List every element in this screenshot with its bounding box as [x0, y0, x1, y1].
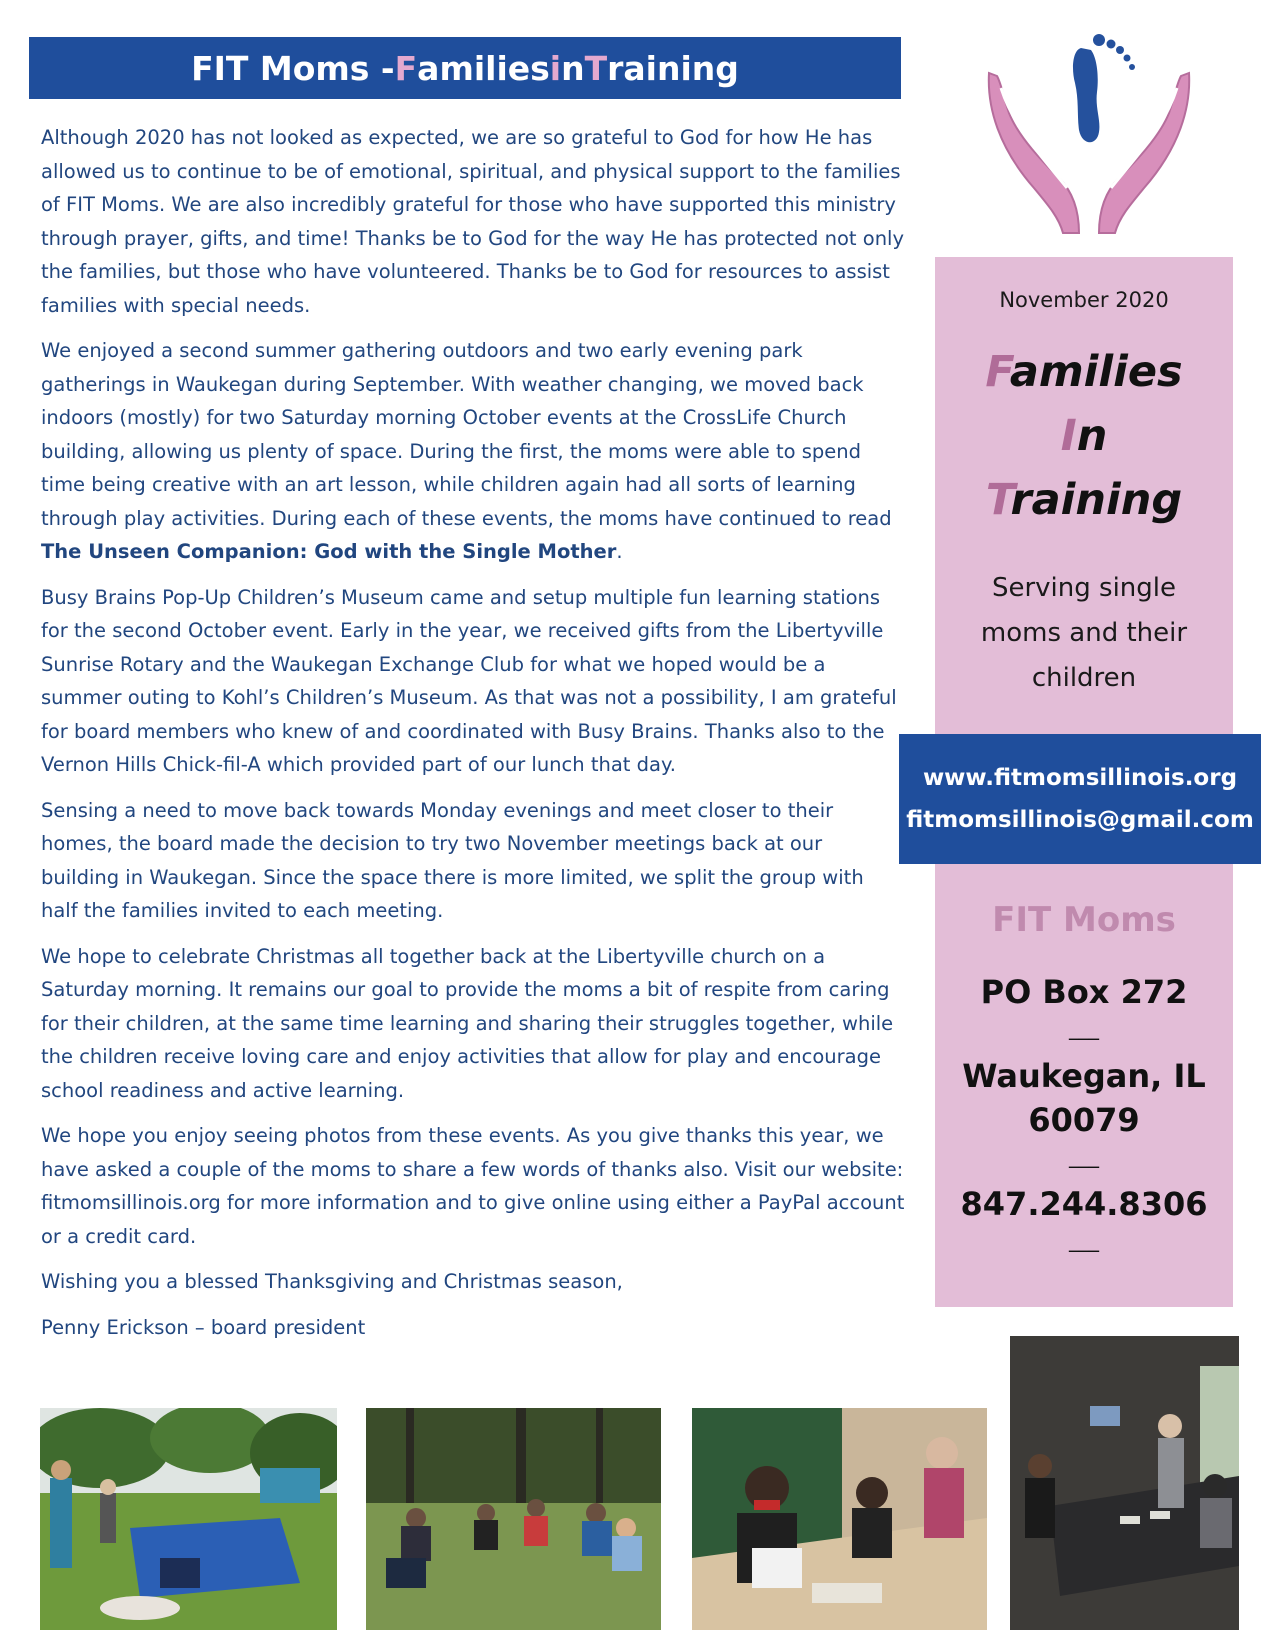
separator-3: ___ — [1069, 1228, 1099, 1252]
paragraph-5: We hope to celebrate Christmas all together back at the Libertyville church on a Saturday morning. It remains our goal to provide the moms a bit of respite from caring for their children, at the same time learning and sharing their struggles together, while the children receive loving care and enjoy activities that allow for play and encourage school readiness and active learning. — [41, 944, 894, 1102]
sidebar-title — [935, 340, 1233, 532]
phone-number: 847.244.8306 — [960, 1185, 1208, 1223]
photo-park-circle — [366, 1408, 661, 1630]
paragraph-3: Busy Brains Pop-Up Children’s Museum came and setup multiple fun learning stations for the second October event. Early in the year, we received gifts from the Libertyville Sunrise Rotary and the Waukegan Exchange Club for what we hoped would be a summer outing to Kohl’s Children’s Museum. As that was not a possibility, I am grateful for board members who knew of and coordinated with Busy Brains. Thanks also to the Vernon Hills Chick-fil-A which provided part of our lunch that day. — [41, 585, 897, 776]
contact-box — [899, 734, 1261, 864]
po-box: PO Box 272 — [980, 973, 1188, 1011]
signature-line: Penny Erickson – board president — [41, 1315, 366, 1339]
title-amilies: amilies — [417, 48, 550, 88]
email-link[interactable]: fitmomsillinois@gmail.com — [906, 807, 1254, 833]
title-initial-f: F — [394, 48, 418, 88]
website-link[interactable]: www.fitmomsillinois.org — [922, 765, 1238, 791]
photo-art-lesson — [692, 1408, 987, 1630]
book-title: The Unseen Companion: God with the Single Mother — [41, 540, 617, 563]
sidebar-word-amilies: amilies — [1009, 347, 1183, 397]
paragraph-2-end: . — [616, 540, 623, 563]
photo-park-picnic — [40, 1408, 337, 1630]
title-initial-t: T — [584, 48, 608, 88]
paragraph-6: We hope you enjoy seeing photos from these events. As you give thanks this year, we have asked a couple of the moms to share a few words of thanks also. Visit our website: fitmomsillinois.org for more information and to give online using either a PayPal account or a credit card. — [41, 1124, 905, 1248]
mission-line-1: Serving single — [991, 573, 1177, 603]
hands-foot-logo-icon — [979, 28, 1199, 240]
sidebar-word-raining: raining — [1010, 475, 1183, 525]
org-name: FIT Moms — [992, 900, 1176, 940]
title-n: n — [561, 48, 585, 88]
page-title-banner — [29, 37, 901, 99]
letter-body — [41, 121, 906, 1356]
paragraph-2-start: We enjoyed a second summer gathering outdoors and two early evening park gatherings in Waukegan during September. With weather changing, we moved back indoors (mostly) for two Saturday morning October events at the CrossLife Church building, allowing us plenty of space. During the first, the moms were able to spend time being creative with an art lesson, while children again had all sorts of learning through play activities. During each of these events, the moms have continued to read — [41, 339, 892, 530]
mailing-address — [935, 970, 1233, 1254]
mission-statement — [955, 566, 1213, 701]
separator-2: ___ — [1069, 1144, 1099, 1168]
mission-line-3: children — [1031, 663, 1137, 693]
separator-1: ___ — [1069, 1016, 1099, 1040]
title-part1: FIT Moms - — [191, 48, 395, 88]
sidebar-initial-i: I — [1060, 411, 1077, 461]
issue-date: November 2020 — [999, 288, 1169, 312]
mission-line-2: moms and their — [980, 618, 1188, 648]
zip-code: 60079 — [1028, 1101, 1140, 1139]
paragraph-2 — [41, 334, 906, 569]
paragraph-1: Although 2020 has not looked as expected, we are so grateful to God for how He has allowed us to continue to be of emotional, spiritual, and physical support to the families of FIT Moms. We are also incredibly grateful for those who have supported this ministry through prayer, gifts, and time! Thanks be to God for the way He has protected not only the families, but those who have volunteered. Thanks be to God for resources to assist families with special needs. — [41, 126, 905, 317]
closing-line: Wishing you a blessed Thanksgiving and Christmas season, — [41, 1270, 623, 1293]
sidebar-word-n: n — [1076, 411, 1108, 461]
city-state: Waukegan, IL — [962, 1057, 1206, 1095]
title-initial-i: i — [549, 48, 562, 88]
photo-meeting-room — [1010, 1336, 1239, 1630]
sidebar-initial-t: T — [985, 475, 1011, 525]
title-raining: raining — [607, 48, 739, 88]
paragraph-4: Sensing a need to move back towards Monday evenings and meet closer to their homes, the board made the decision to try two November meetings back at our building in Waukegan. Since the space there is more limited, we split the group with half the families invited to each meeting. — [41, 798, 864, 922]
sidebar-initial-f: F — [985, 347, 1010, 397]
